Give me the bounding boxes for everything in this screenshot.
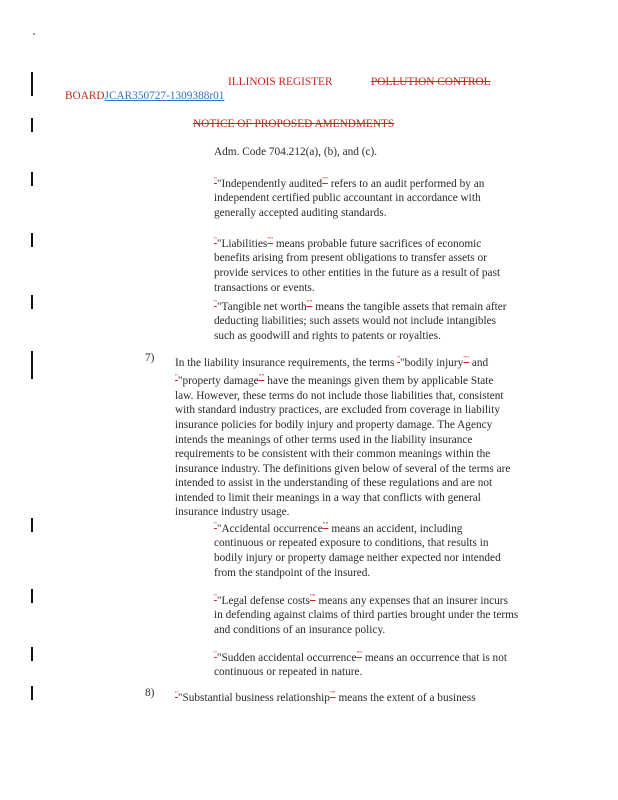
header-board: BOARD: [65, 90, 105, 102]
header-board-line: [65, 90, 224, 102]
definition-tangible-net-worth: ""Tangible net worth"" means the tangible assets that remain after deducting liabilities; such assets would not include intangibles such as goodwill and rights to patents or royalties.: [214, 299, 507, 342]
definition-liabilities: ""Liabilities"" means probable future sacrifices of economic benefits arising from present obligations to transfer assets or provide services to other entities in the future as a result of past transactions or events.: [214, 236, 501, 294]
change-bar: [31, 118, 33, 132]
change-bar: [31, 72, 33, 96]
header-register: ILLINOIS REGISTER: [228, 76, 333, 88]
change-bar: [31, 295, 33, 309]
item-8-number: 8): [145, 687, 155, 699]
definition-legal-defense-costs: ""Legal defense costs"" means any expenses that an insurer incurs in defending against claims of third parties brought under the terms and conditions of an insurance policy.: [214, 593, 519, 636]
change-bar: [31, 233, 33, 247]
item-7-number: 7): [145, 352, 155, 364]
margin-dot: [33, 33, 35, 35]
definition-accidental-occurrence: ""Accidental occurrence"" means an accident, including continuous or repeated exposure to conditions, that results in bodily injury or property damage neither expected nor intended from the standpoint of the insured.: [214, 521, 501, 579]
change-bar: [31, 172, 33, 186]
change-bar: [31, 518, 33, 532]
jcar-link[interactable]: JCAR350727-1309388r01: [104, 90, 225, 102]
change-bar: [31, 351, 33, 379]
definition-independently-audited: ""Independently audited"" refers to an audit performed by an independent certified public accountant in accordance with generally accepted auditing standards.: [214, 176, 485, 219]
definition-sudden-accidental-occurrence: ""Sudden accidental occurrence"" means an occurrence that is not continuous or repeated in nature.: [214, 650, 507, 679]
notice-title: NOTICE OF PROPOSED AMENDMENTS: [193, 118, 395, 130]
item-8-paragraph: ""Substantial business relationship"" means the extent of a business: [175, 690, 476, 704]
adm-code-line: Adm. Code 704.212(a), (b), and (c).: [214, 146, 378, 158]
change-bar: [31, 686, 33, 700]
item-7-paragraph: In the liability insurance requirements, the terms ""bodily injury"" and ""property damage"" have the meanings given them by applicable State law. However, these terms do not include those liabilities that, consistent with standard industry practices, are excluded from coverage in liability insurance policies for bodily injury and property damage. The Agency intends the meanings of other terms used in the liability insurance requirements to be consistent with their common meanings within the insurance industry. The definitions given below of several of the terms are intended to assist in the understanding of these regulations and are not intended to limit their meanings in a way that conflicts with general insurance industry usage.: [175, 355, 511, 519]
change-bar: [31, 647, 33, 661]
header-agency: POLLUTION CONTROL: [371, 76, 491, 88]
change-bar: [31, 589, 33, 603]
